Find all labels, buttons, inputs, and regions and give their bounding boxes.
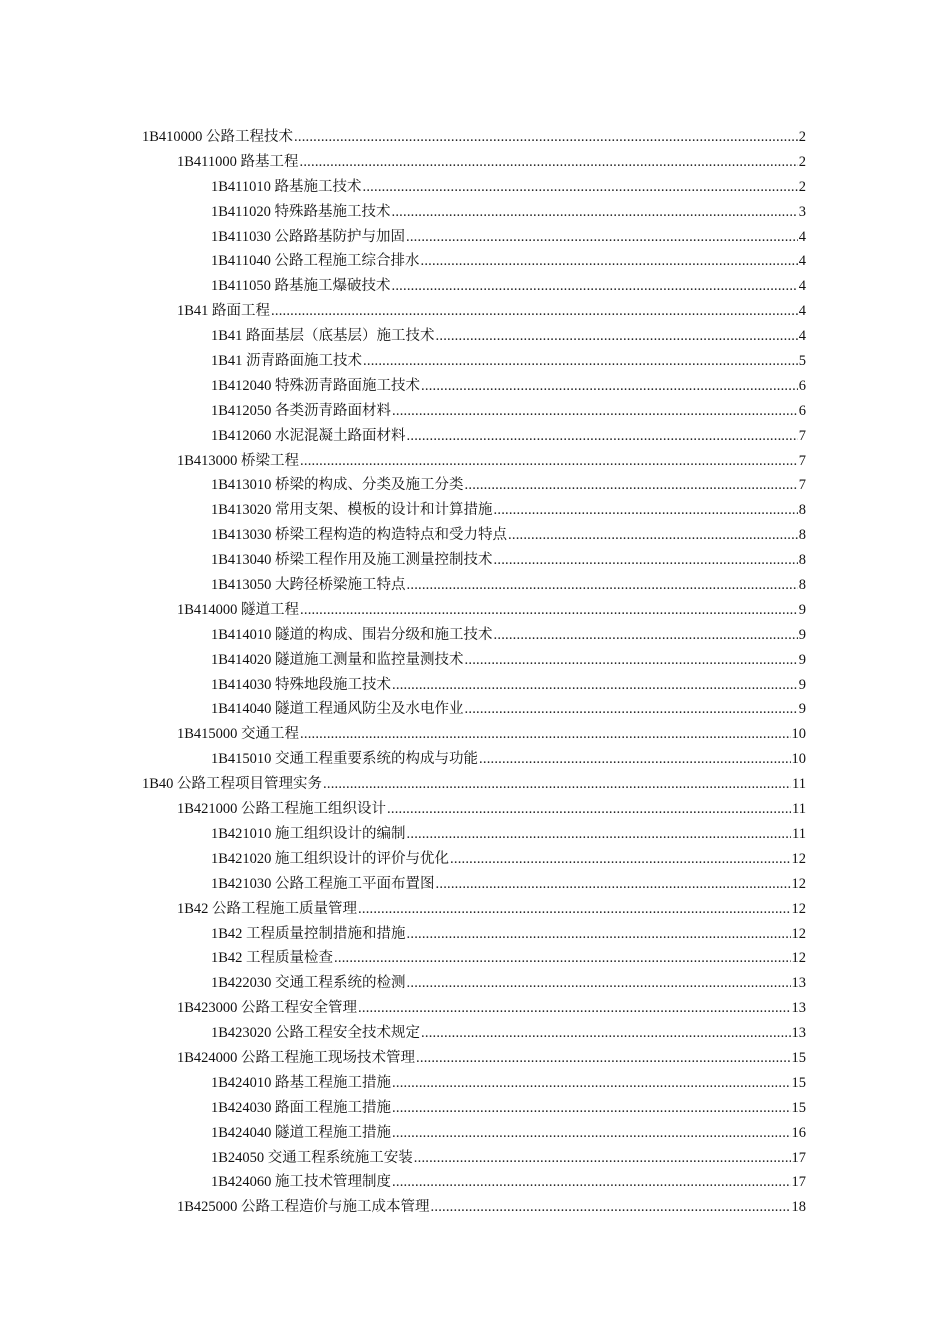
- dot-leader: [392, 274, 798, 299]
- toc-page-number: 4: [798, 278, 806, 295]
- toc-page-number: 9: [798, 701, 806, 718]
- toc-entry-level-3[interactable]: [0, 498, 950, 523]
- toc-entry-level-3[interactable]: [0, 1096, 950, 1121]
- toc-entry-title: 1B412040 特殊沥青路面施工技术: [211, 377, 421, 394]
- dot-leader: [392, 1071, 790, 1096]
- toc-entry-line: [211, 498, 806, 523]
- toc-page-number: 12: [791, 950, 806, 967]
- toc-entry-level-2[interactable]: [0, 449, 950, 474]
- toc-entry-level-3[interactable]: [0, 399, 950, 424]
- toc-entry-level-3[interactable]: [0, 175, 950, 200]
- toc-entry-line: [211, 424, 806, 449]
- toc-page-number: 9: [798, 676, 806, 693]
- toc-entry-title: 1B424010 路基工程施工措施: [211, 1074, 392, 1091]
- toc-entry-level-3[interactable]: [0, 1146, 950, 1171]
- dot-leader: [358, 996, 790, 1021]
- toc-page-number: 11: [792, 801, 806, 818]
- toc-page-number: 10: [791, 726, 806, 743]
- toc-page-number: 7: [798, 477, 806, 494]
- dot-leader: [465, 697, 798, 722]
- dot-leader: [300, 598, 798, 623]
- toc-page-number: 8: [798, 527, 806, 544]
- toc-entry-line: [211, 1071, 806, 1096]
- toc-entry-level-3[interactable]: [0, 200, 950, 225]
- dot-leader: [494, 498, 798, 523]
- toc-page-number: 12: [791, 850, 806, 867]
- toc-entry-line: [211, 274, 806, 299]
- toc-entry-level-3[interactable]: [0, 225, 950, 250]
- toc-entry-title: 1B413010 桥梁的构成、分类及施工分类: [211, 477, 464, 494]
- toc-entry-title: 1B423020 公路工程安全技术规定: [211, 1025, 421, 1042]
- toc-entry-title: 1B413040 桥梁工程作用及施工测量控制技术: [211, 552, 493, 569]
- toc-entry-title: 1B415010 交通工程重要系统的构成与功能: [211, 751, 479, 768]
- toc-page-number: 9: [798, 601, 806, 618]
- toc-entry-title: 1B424060 施工技术管理制度: [211, 1174, 392, 1191]
- toc-page-number: 15: [791, 1049, 806, 1066]
- toc-page-number: 4: [798, 228, 806, 245]
- toc-entry-title: 1B413000 桥梁工程: [177, 452, 300, 469]
- toc-page-number: 16: [791, 1124, 806, 1141]
- dot-leader: [465, 473, 798, 498]
- dot-leader: [363, 175, 798, 200]
- dot-leader: [479, 747, 790, 772]
- toc-entry-title: 1B413030 桥梁工程构造的构造特点和受力特点: [211, 527, 508, 544]
- toc-page-number: 15: [791, 1099, 806, 1116]
- toc-page-number: 9: [798, 626, 806, 643]
- toc-entry-level-3[interactable]: [0, 548, 950, 573]
- dot-leader: [334, 946, 790, 971]
- toc-entry-title: 1B42 工程质量检查: [211, 950, 334, 967]
- toc-entry-level-3[interactable]: [0, 249, 950, 274]
- toc-entry-level-3[interactable]: [0, 473, 950, 498]
- toc-entry-line: [177, 1195, 806, 1220]
- dot-leader: [323, 772, 791, 797]
- dot-leader: [392, 200, 798, 225]
- toc-page-number: 10: [791, 751, 806, 768]
- dot-leader: [431, 1195, 791, 1220]
- toc-page-number: 8: [798, 552, 806, 569]
- toc-entry-line: [211, 847, 806, 872]
- toc-entry-level-2[interactable]: [0, 797, 950, 822]
- dot-leader: [508, 523, 798, 548]
- toc-entry-level-3[interactable]: [0, 1021, 950, 1046]
- toc-entry-level-2[interactable]: [0, 1195, 950, 1220]
- toc-entry-level-2[interactable]: [0, 1046, 950, 1071]
- toc-entry-title: 1B413050 大跨径桥梁施工特点: [211, 577, 406, 594]
- toc-entry-level-3[interactable]: [0, 697, 950, 722]
- dot-leader: [494, 548, 798, 573]
- toc-entry-level-2[interactable]: [0, 722, 950, 747]
- toc-entry-title: 1B24050 交通工程系统施工安装: [211, 1149, 413, 1166]
- toc-entry-line: [211, 946, 806, 971]
- toc-entry-line: [211, 399, 806, 424]
- toc-entry-level-2[interactable]: [0, 897, 950, 922]
- toc-entry-line: [211, 1170, 806, 1195]
- toc-entry-level-3[interactable]: [0, 374, 950, 399]
- toc-page-number: 12: [791, 900, 806, 917]
- dot-leader: [421, 374, 798, 399]
- dot-leader: [407, 573, 798, 598]
- toc-entry-line: [211, 697, 806, 722]
- dot-leader: [494, 623, 798, 648]
- dot-leader: [300, 150, 798, 175]
- toc-page-number: 7: [798, 427, 806, 444]
- dot-leader: [416, 1046, 790, 1071]
- toc-page-number: 12: [791, 875, 806, 892]
- toc-entry-level-3[interactable]: [0, 424, 950, 449]
- toc-entry-line: [177, 1046, 806, 1071]
- toc-entry-title: 1B411050 路基施工爆破技术: [211, 278, 391, 295]
- toc-entry-level-3[interactable]: [0, 274, 950, 299]
- toc-entry-title: 1B41 沥青路面施工技术: [211, 353, 363, 370]
- toc-entry-title: 1B411000 路基工程: [177, 153, 299, 170]
- toc-entry-line: [211, 573, 806, 598]
- toc-entry-line: [211, 1021, 806, 1046]
- toc-entry-title: 1B411040 公路工程施工综合排水: [211, 253, 420, 270]
- toc-entry-line: [211, 673, 806, 698]
- toc-entry-level-3[interactable]: [0, 872, 950, 897]
- dot-leader: [406, 225, 798, 250]
- dot-leader: [392, 399, 798, 424]
- toc-entry-level-3[interactable]: [0, 822, 950, 847]
- toc-entry-level-1[interactable]: [0, 772, 950, 797]
- toc-entry-line: [211, 374, 806, 399]
- dot-leader: [407, 971, 791, 996]
- toc-entry-level-3[interactable]: [0, 747, 950, 772]
- dot-leader: [392, 1096, 790, 1121]
- toc-entry-title: 1B40 公路工程项目管理实务: [142, 776, 323, 793]
- toc-page-number: 8: [798, 502, 806, 519]
- dot-leader: [363, 349, 798, 374]
- toc-entry-line: [211, 747, 806, 772]
- dot-leader: [387, 797, 791, 822]
- toc-entry-title: 1B415000 交通工程: [177, 726, 300, 743]
- dot-leader: [271, 299, 798, 324]
- toc-page-number: 17: [791, 1174, 806, 1191]
- toc-page-number: 13: [791, 975, 806, 992]
- toc-entry-title: 1B411020 特殊路基施工技术: [211, 203, 391, 220]
- toc-page-number: 4: [798, 328, 806, 345]
- dot-leader: [294, 125, 798, 150]
- toc-page-number: 8: [798, 577, 806, 594]
- toc-entry-line: [211, 225, 806, 250]
- toc-entry-line: [177, 299, 806, 324]
- dot-leader: [450, 847, 790, 872]
- toc-entry-title: 1B42 工程质量控制措施和措施: [211, 925, 406, 942]
- toc-entry-level-3[interactable]: [0, 971, 950, 996]
- toc-entry-title: 1B421010 施工组织设计的编制: [211, 825, 406, 842]
- toc-entry-line: [211, 249, 806, 274]
- toc-entry-level-3[interactable]: [0, 623, 950, 648]
- toc-page-number: 11: [792, 776, 806, 793]
- toc-entry-line: [177, 797, 806, 822]
- toc-page-number: 12: [791, 925, 806, 942]
- toc-entry-line: [211, 922, 806, 947]
- toc-page-number: 2: [798, 153, 806, 170]
- toc-entry-title: 1B414040 隧道工程通风防尘及水电作业: [211, 701, 464, 718]
- toc-page-number: 3: [798, 203, 806, 220]
- toc-entry-line: [177, 996, 806, 1021]
- toc-entry-title: 1B412060 水泥混凝土路面材料: [211, 427, 406, 444]
- toc-entry-line: [211, 523, 806, 548]
- dot-leader: [465, 648, 798, 673]
- toc-entry-line: [177, 598, 806, 623]
- toc-page-number: 9: [798, 651, 806, 668]
- toc-entry-level-3[interactable]: [0, 648, 950, 673]
- toc-entry-title: 1B425000 公路工程造价与施工成本管理: [177, 1199, 430, 1216]
- toc-entry-title: 1B411030 公路路基防护与加固: [211, 228, 406, 245]
- toc-entry-title: 1B41 路面基层（底基层）施工技术: [211, 328, 435, 345]
- dot-leader: [300, 722, 790, 747]
- toc-entry-line: [211, 324, 806, 349]
- dot-leader: [392, 673, 798, 698]
- toc-entry-title: 1B422030 交通工程系统的检测: [211, 975, 406, 992]
- toc-entry-title: 1B421000 公路工程施工组织设计: [177, 801, 387, 818]
- toc-entry-level-3[interactable]: [0, 1170, 950, 1195]
- toc-page-number: 11: [792, 825, 806, 842]
- dot-leader: [407, 922, 791, 947]
- toc-entry-title: 1B424040 隧道工程施工措施: [211, 1124, 392, 1141]
- dot-leader: [358, 897, 790, 922]
- toc-entry-level-2[interactable]: [0, 996, 950, 1021]
- dot-leader: [436, 324, 798, 349]
- toc-page-number: 4: [798, 303, 806, 320]
- dot-leader: [421, 1021, 790, 1046]
- toc-entry-level-3[interactable]: [0, 324, 950, 349]
- dot-leader: [407, 424, 798, 449]
- toc-entry-line: [211, 1146, 806, 1171]
- toc-page-number: 5: [798, 353, 806, 370]
- toc-entry-line: [211, 822, 806, 847]
- toc-entry-title: 1B414010 隧道的构成、围岩分级和施工技术: [211, 626, 493, 643]
- toc-entry-level-3[interactable]: [0, 673, 950, 698]
- dot-leader: [300, 449, 798, 474]
- toc-entry-title: 1B410000 公路工程技术: [142, 129, 294, 145]
- toc-entry-title: 1B423000 公路工程安全管理: [177, 1000, 358, 1017]
- toc-entry-title: 1B413020 常用支架、模板的设计和计算措施: [211, 502, 493, 519]
- toc-entry-title: 1B424000 公路工程施工现场技术管理: [177, 1049, 416, 1066]
- toc-entry-title: 1B42 公路工程施工质量管理: [177, 900, 358, 917]
- toc-entry-title: 1B414030 特殊地段施工技术: [211, 676, 392, 693]
- toc-entry-line: [211, 1121, 806, 1146]
- toc-entry-level-2[interactable]: [0, 150, 950, 175]
- toc-entry-title: 1B421020 施工组织设计的评价与优化: [211, 850, 450, 867]
- dot-leader: [407, 822, 791, 847]
- toc-entry-line: [211, 1096, 806, 1121]
- toc-entry-line: [211, 349, 806, 374]
- toc-entry-title: 1B41 路面工程: [177, 303, 271, 320]
- toc-page-number: 15: [791, 1074, 806, 1091]
- toc-entry-title: 1B414000 隧道工程: [177, 601, 300, 618]
- toc-entry-level-3[interactable]: [0, 1121, 950, 1146]
- toc-entry-level-3[interactable]: [0, 523, 950, 548]
- toc-entry-level-3[interactable]: [0, 847, 950, 872]
- toc-entry-line: [211, 473, 806, 498]
- toc-entry-line: [211, 872, 806, 897]
- toc-entry-level-3[interactable]: [0, 922, 950, 947]
- toc-entry-line: [211, 623, 806, 648]
- toc-entry-level-2[interactable]: [0, 598, 950, 623]
- toc-page-number: 18: [791, 1199, 806, 1216]
- toc-entry-title: 1B411010 路基施工技术: [211, 178, 362, 195]
- toc-entry-line: [211, 548, 806, 573]
- toc-page-number: 4: [798, 253, 806, 270]
- toc-entry-title: 1B412050 各类沥青路面材料: [211, 402, 392, 419]
- toc-entry-line: [142, 125, 806, 150]
- toc-entry-title: 1B424030 路面工程施工措施: [211, 1099, 392, 1116]
- toc-page-number: 13: [791, 1025, 806, 1042]
- toc-page-number: 7: [798, 452, 806, 469]
- dot-leader: [414, 1146, 791, 1171]
- toc-entry-line: [211, 175, 806, 200]
- toc-entry-line: [211, 648, 806, 673]
- toc-entry-title: 1B421030 公路工程施工平面布置图: [211, 875, 435, 892]
- toc-page-number: 2: [798, 129, 806, 145]
- toc-entry-title: 1B414020 隧道施工测量和监控量测技术: [211, 651, 464, 668]
- toc-entry-line: [142, 772, 806, 797]
- dot-leader: [392, 1121, 790, 1146]
- toc-entry-line: [211, 200, 806, 225]
- toc-entry-line: [177, 722, 806, 747]
- toc-page-number: 17: [791, 1149, 806, 1166]
- toc-entry-level-2[interactable]: [0, 299, 950, 324]
- toc-entry-line: [211, 971, 806, 996]
- toc-page-number: 6: [798, 377, 806, 394]
- toc-entry-level-1[interactable]: [0, 125, 950, 150]
- toc-entry-line: [177, 150, 806, 175]
- dot-leader: [392, 1170, 790, 1195]
- toc-page-number: 13: [791, 1000, 806, 1017]
- toc-entry-level-3[interactable]: [0, 573, 950, 598]
- toc-entry-level-3[interactable]: [0, 349, 950, 374]
- toc-entry-level-3[interactable]: [0, 946, 950, 971]
- dot-leader: [436, 872, 791, 897]
- table-of-contents: [0, 125, 950, 1220]
- toc-entry-line: [177, 449, 806, 474]
- toc-page-number: 6: [798, 402, 806, 419]
- toc-entry-line: [177, 897, 806, 922]
- toc-entry-level-3[interactable]: [0, 1071, 950, 1096]
- toc-page-number: 2: [798, 178, 806, 195]
- dot-leader: [421, 249, 798, 274]
